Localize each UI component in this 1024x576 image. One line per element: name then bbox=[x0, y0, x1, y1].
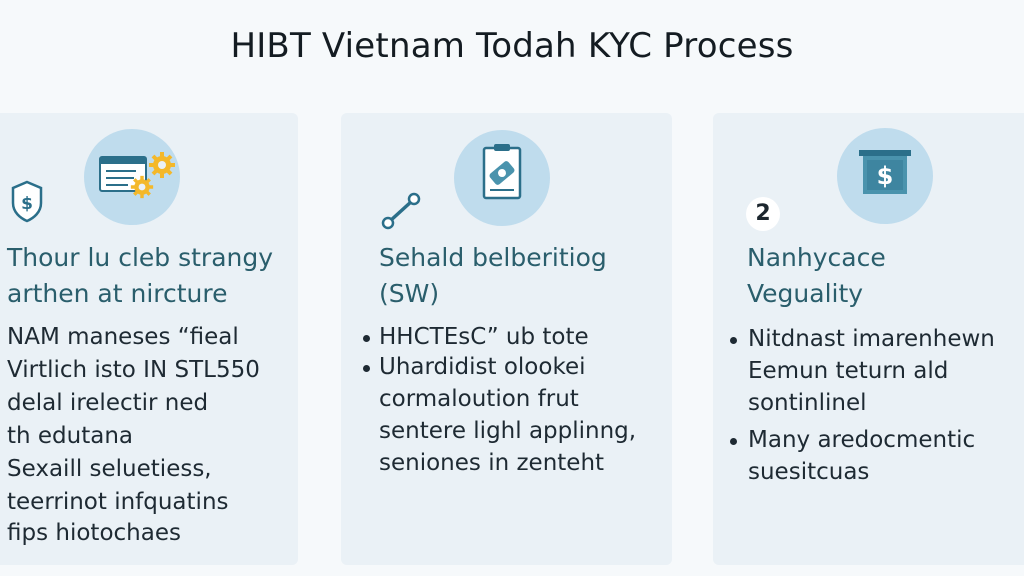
bullet-text: sontinlinel bbox=[748, 390, 867, 416]
bullet-dot bbox=[363, 365, 370, 372]
bullet-text: HHCTEsC” ub tote bbox=[379, 324, 589, 350]
step-number-badge: 2 bbox=[746, 197, 780, 231]
bullet-dot bbox=[363, 335, 370, 342]
card-text-line: Sexaill seluetiess, bbox=[7, 456, 212, 482]
step-card-2 bbox=[341, 113, 672, 565]
bullet-dot bbox=[730, 337, 737, 344]
card-text-line: teerrinot infquatins bbox=[7, 489, 229, 515]
card-title-line-2: (SW) bbox=[379, 279, 440, 308]
bullet-text: suesitcuas bbox=[748, 459, 870, 485]
bullet-text: Uhardidist olookei bbox=[379, 354, 586, 380]
bullet-text: cormaloution frut bbox=[379, 386, 579, 412]
card-title-line-2: Veguality bbox=[747, 279, 864, 308]
card-text-line: delal irelectir ned bbox=[7, 390, 209, 416]
bullet-text: Eemun teturn ald bbox=[748, 358, 949, 384]
card-title-line-1: Thour lu cleb strangy bbox=[7, 243, 274, 272]
bullet-text: sentere lighl applinng, bbox=[379, 418, 637, 444]
page-title: HIBT Vietnam Todah KYC Process bbox=[230, 26, 794, 66]
card-title-line-1: Sehald belberitiog bbox=[379, 243, 607, 272]
bullet-text: Many aredocmentic bbox=[748, 427, 976, 453]
card-title-line-1: Nanhycace bbox=[747, 243, 886, 272]
step-card-3 bbox=[713, 113, 1024, 565]
card-title-line-2: arthen at nircture bbox=[7, 279, 228, 308]
svg-text:$: $ bbox=[21, 194, 33, 214]
wrench-icon bbox=[380, 191, 424, 231]
card-text-line: Virtlich isto IN STL550 bbox=[7, 357, 260, 383]
bullet-text: seniones in zenteht bbox=[379, 450, 605, 476]
card-text-line: th edutana bbox=[7, 423, 134, 449]
dollar-box-icon bbox=[837, 128, 933, 224]
card-text-line: NAM maneses “fieal bbox=[7, 324, 239, 350]
id-document-icon bbox=[454, 130, 550, 226]
bullet-text: Nitdnast imarenhewn bbox=[748, 326, 995, 352]
svg-text:$: $ bbox=[876, 162, 894, 190]
shield-dollar-icon bbox=[10, 179, 44, 223]
gear-icon bbox=[130, 175, 154, 199]
step-card-1 bbox=[0, 113, 298, 565]
card-text-line: fips hiotochaes bbox=[7, 520, 181, 546]
bullet-dot bbox=[730, 438, 737, 445]
